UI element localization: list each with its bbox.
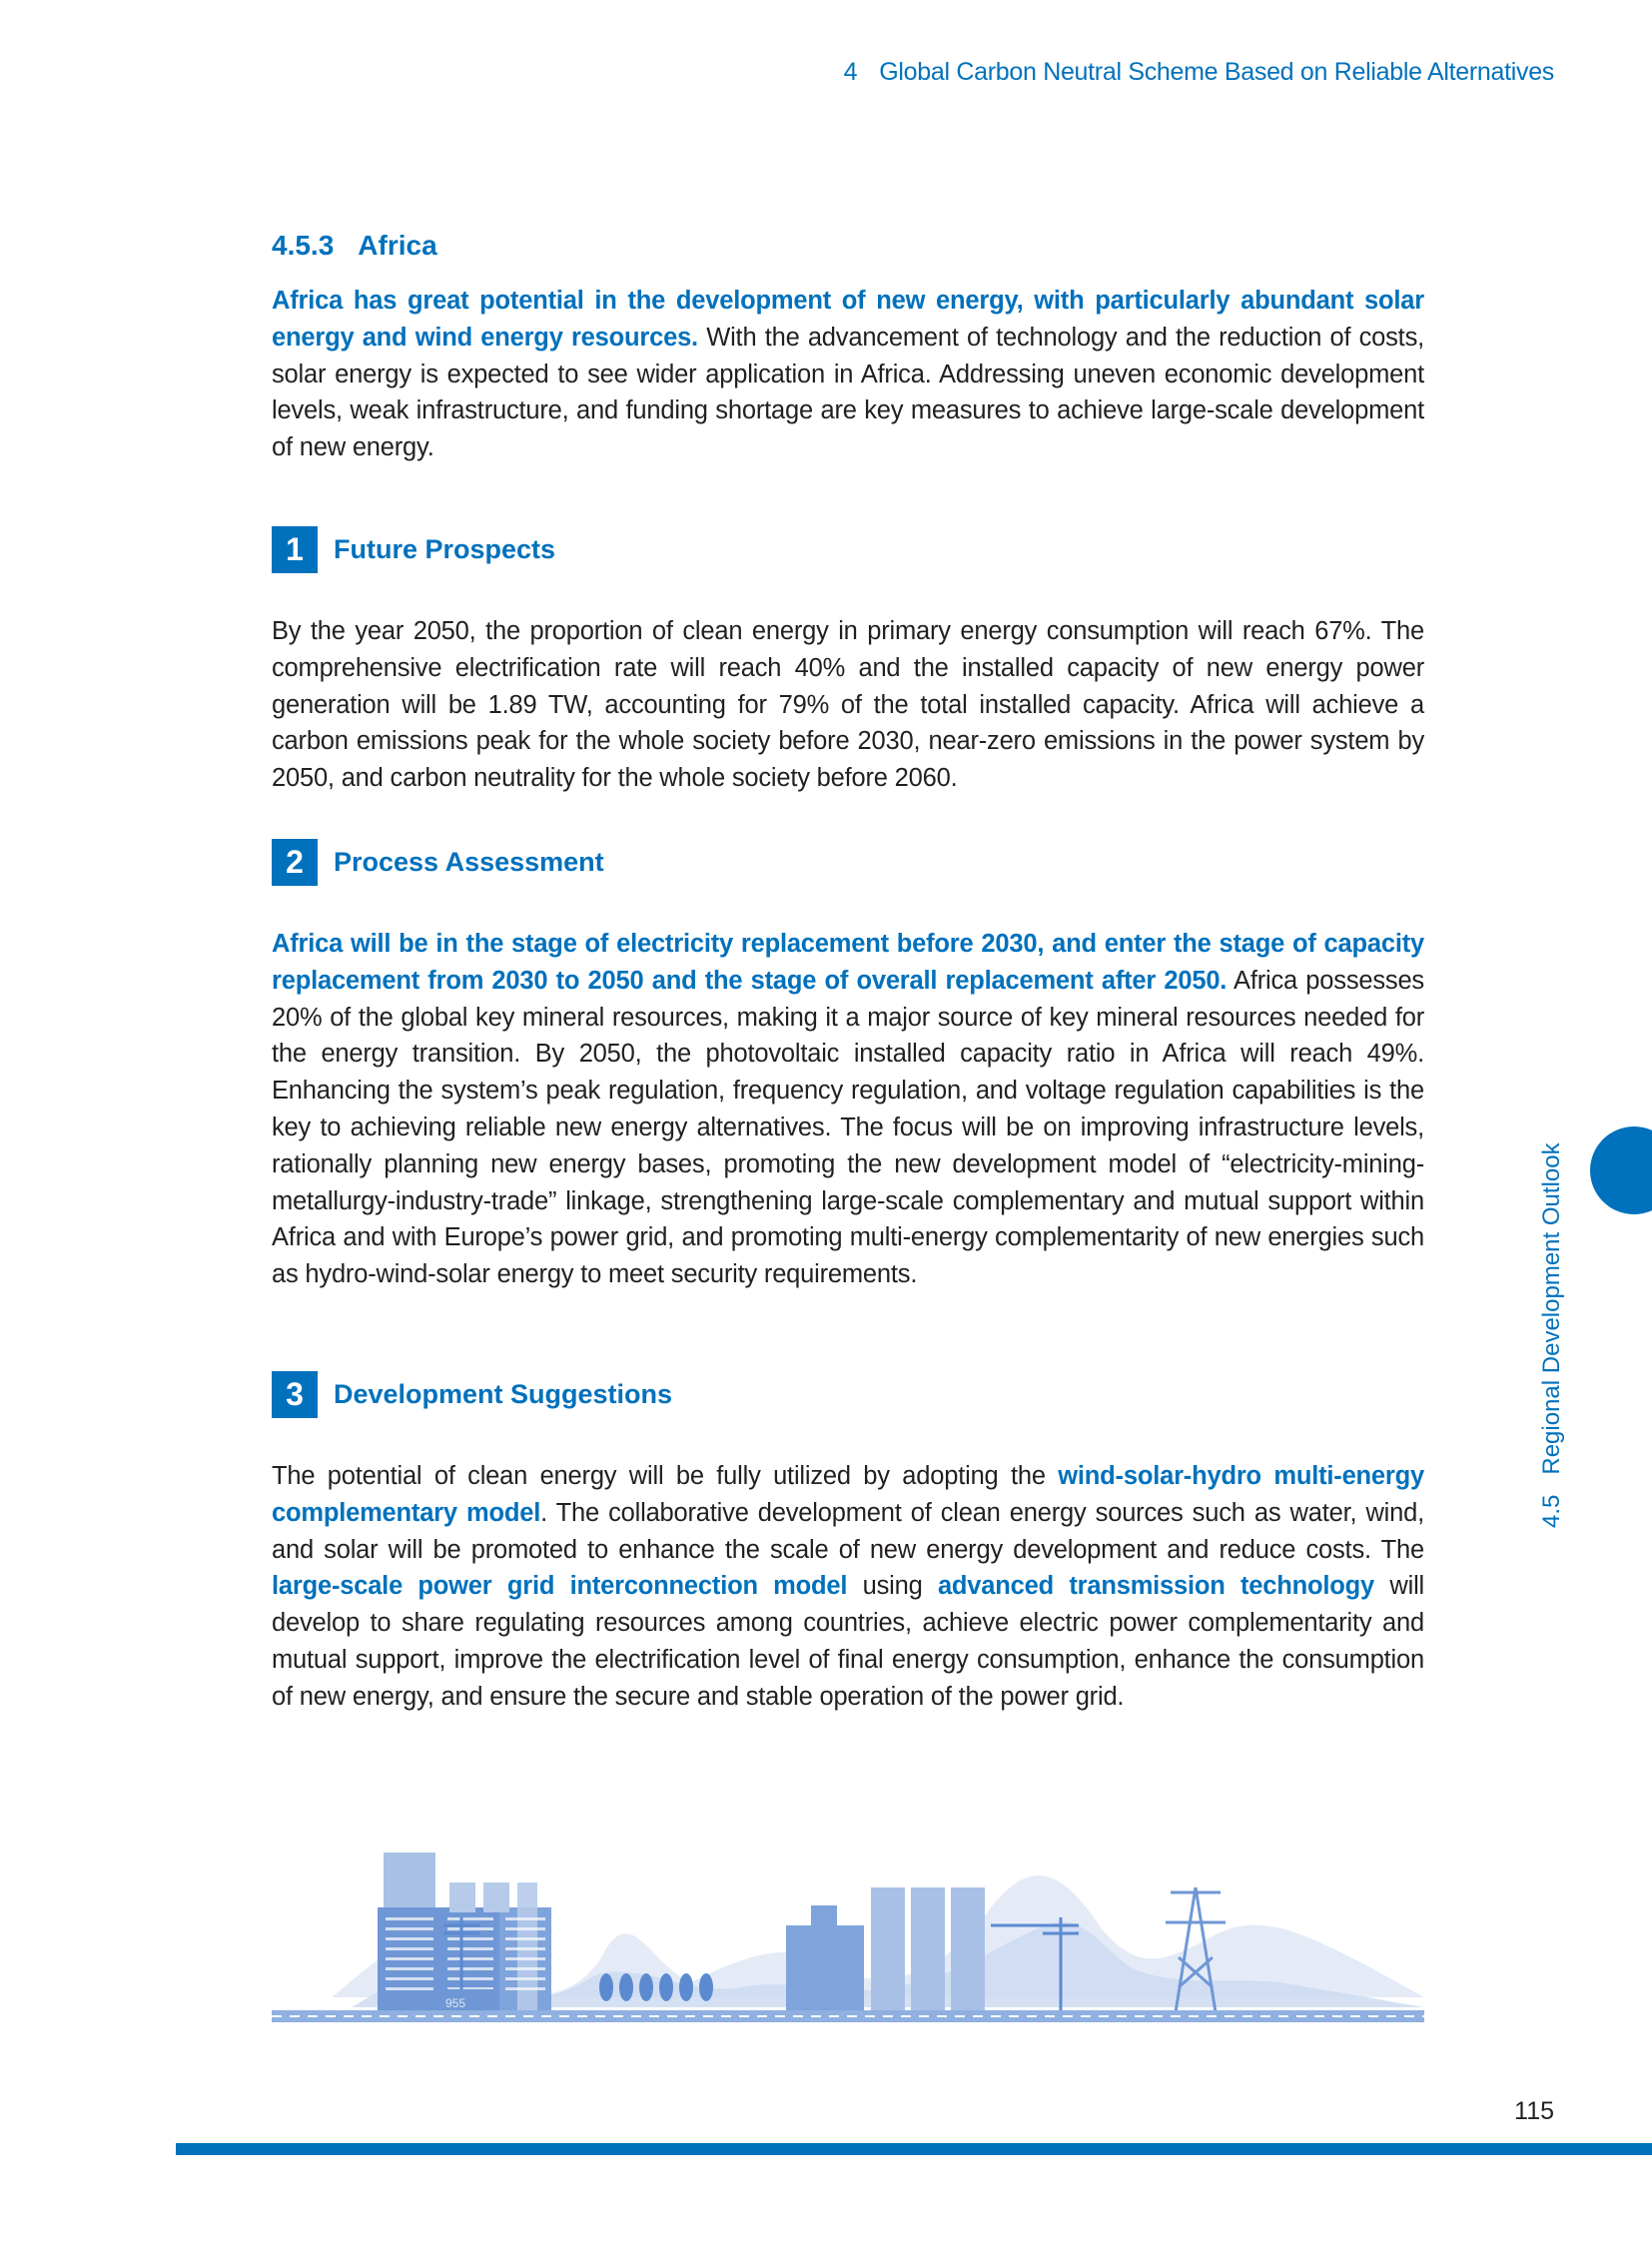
side-tab-number: 4.5 [1538,1494,1565,1528]
bus-label: 955 [445,1996,466,2010]
subsection-title: Process Assessment [334,847,604,877]
side-tab-label [1538,1142,1566,1528]
subsection-number-badge: 1 [272,526,318,573]
city-skyline-illustration [272,1808,1424,2022]
subsection-heading-future-prospects [272,526,555,573]
page-number: 115 [1514,2097,1554,2125]
low-building-roof [811,1905,837,1925]
subsection-heading-process-assessment [272,839,604,886]
section-title [272,230,437,262]
intro-highlight: Africa has great potential in the development of new energy, with particularly abundant solar energy and wind energy resources. [272,287,1424,352]
text-run: The potential of clean energy will be fully utilized by adopting the [272,1462,1059,1490]
text-run: will develop to share regulating resources among countries, achieve electric power complementarity and mutual support, improve the electrification level of final energy consumption, enhance the consumption of new energy, and ensure the secure and stable operation of the power grid. [272,1572,1424,1711]
subsection-number-badge: 2 [272,839,318,886]
process-text: Africa possesses 20% of the global key mineral resources, making it a major source of key mineral resources needed for the energy transition. By 2050, the photovoltaic installed capacity ratio in Africa will reach 49%. Enhancing the system’s peak regulation, frequency regulation, and voltage regulation capabilities is the key to achieving reliable new energy alternatives. The focus will be on improving infrastructure levels, rationally planning new energy bases, promoting the new development model of “electricity-mining-metallurgy-industry-trade” linkage, strengthening large-scale complementary and mutual support within Africa and with Europe’s power grid, and promoting multi-energy complementarity of new energies such as hydro-wind-solar energy to meet security requirements. [272,966,1424,1289]
mid-tower [871,1887,905,2012]
side-tab-marker [1590,1126,1652,1214]
chapter-title: Global Carbon Neutral Scheme Based on Reliable Alternatives [879,58,1554,86]
mid-tower [951,1887,985,2012]
low-building [786,1925,864,2010]
mid-tower [911,1887,945,2012]
future-prospects-paragraph: By the year 2050, the proportion of clean energy in primary energy consumption will reach 67%. The comprehensive electrification rate will reach 40% and the installed capacity of new energy power generation will be 1.89 TW, accounting for 79% of the total installed capacity. Africa will achieve a carbon emissions peak for the whole society before 2030, near-zero emissions in the power system by 2050, and carbon neutrality for the whole society before 2060. [272,617,1424,793]
text-run: using [847,1572,938,1601]
footer-bar [176,2143,1652,2155]
highlight-run: wind-solar-hydro multi-energy complementary model [272,1462,1424,1527]
subsection-title: Development Suggestions [334,1379,673,1409]
subsection-heading-development-suggestions [272,1371,672,1418]
side-tab-title: Regional Development Outlook [1538,1142,1565,1475]
subsection-number-badge: 3 [272,1371,318,1418]
section-number: 4.5.3 [272,230,335,261]
intro-paragraph [272,283,1424,466]
highlight-run: advanced transmission technology [937,1572,1375,1601]
process-assessment-paragraph [272,926,1424,1293]
text-run: . The collaborative development of clean energy sources such as water, wind, and solar will be promoted to enhance the scale of new energy development and reduce costs. The [272,1498,1424,1564]
running-header [844,58,1554,87]
highlight-run: large-scale power grid interconnection model [272,1572,848,1601]
development-suggestions-paragraph [272,1458,1424,1716]
process-highlight: Africa will be in the stage of electricity replacement before 2030, and enter the stage of capacity replacement from 2030 to 2050 and the stage of overall replacement after 2050. [272,930,1424,995]
intro-text: With the advancement of technology and the reduction of costs, solar energy is expected to see wider application in Africa. Addressing uneven economic development levels, weak infrastructure, and funding shortage are key measures to achieve large-scale development of new energy. [272,323,1425,462]
section-name: Africa [358,230,437,261]
chapter-number: 4 [843,58,858,86]
subsection-title: Future Prospects [334,534,556,564]
